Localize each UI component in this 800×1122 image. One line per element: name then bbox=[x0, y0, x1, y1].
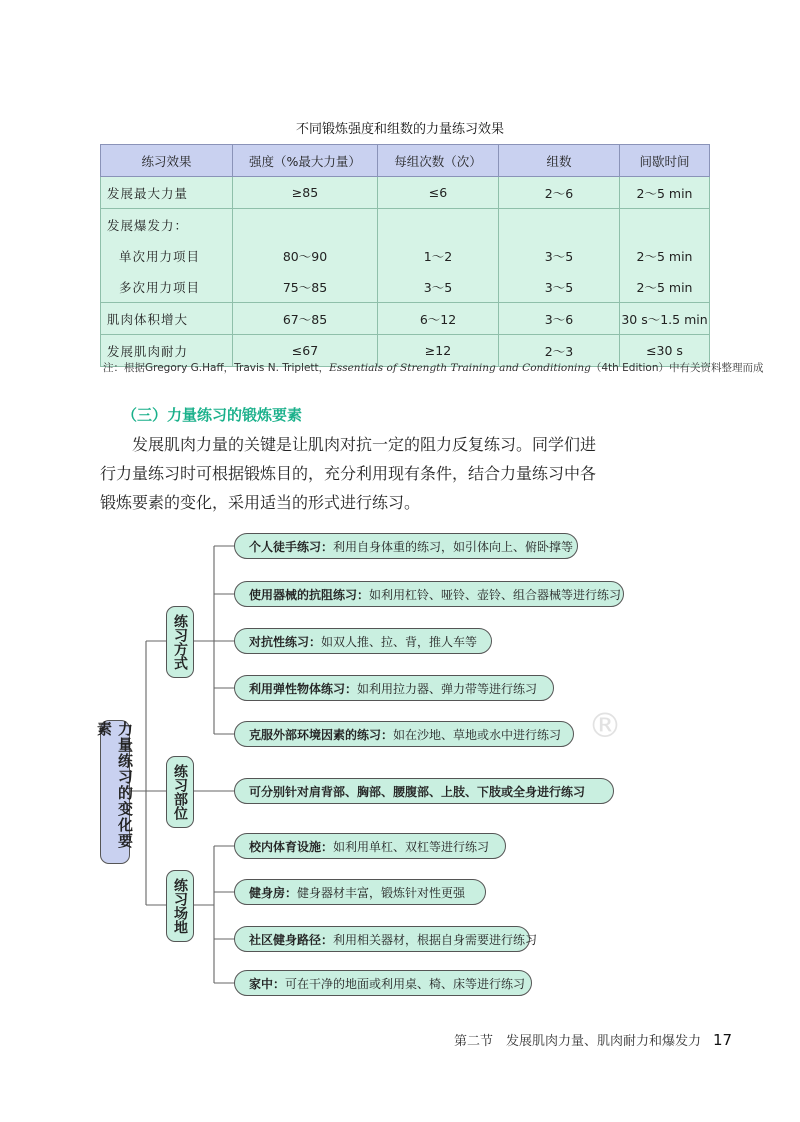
cell-intensity: ≤67 bbox=[233, 335, 378, 367]
table-title: 不同锻炼强度和组数的力量练习效果 bbox=[295, 122, 504, 137]
cell-reps: 6～12 bbox=[378, 303, 499, 335]
header-cell: 组数 bbox=[499, 145, 620, 177]
cell-reps: ≥12 bbox=[378, 335, 499, 367]
method-item: 克服外部环境因素的练习：如在沙地、草地或水中进行练习 bbox=[234, 721, 574, 747]
cell-reps: ≤6 bbox=[378, 177, 499, 209]
cell-effect: 发展肌肉耐力 bbox=[101, 335, 233, 367]
header-cell: 练习效果 bbox=[101, 145, 233, 177]
cell-sets: 2～3 bbox=[499, 335, 620, 367]
header-cell: 每组次数（次） bbox=[378, 145, 499, 177]
cell-intensity: 80～90 bbox=[233, 240, 378, 271]
method-item: 个人徒手练习：利用自身体重的练习，如引体向上、俯卧撑等 bbox=[234, 533, 578, 559]
category-method: 练习方式 bbox=[166, 606, 194, 678]
method-item: 对抗性练习：如双人推、拉、背，推人车等 bbox=[234, 628, 492, 654]
venue-item: 校内体育设施：如利用单杠、双杠等进行练习 bbox=[234, 833, 506, 859]
note-prefix: 注：根据Gregory G.Haff，Travis N. Triplett， bbox=[103, 362, 330, 374]
cell-rest: 2～5 min bbox=[620, 177, 710, 209]
cell-reps: 1～2 bbox=[378, 240, 499, 271]
registered-watermark: ® bbox=[588, 706, 622, 746]
category-body-part: 练习部位 bbox=[166, 756, 194, 828]
cell-effect: 肌肉体积增大 bbox=[101, 303, 233, 335]
paragraph-text: 发展肌肉力量的关键是让肌肉对抗一定的阻力反复练习。同学们进行力量练习时可根据锻炼目的，充分利用现有条件，结合力量练习中各锻炼要素的变化，采用适当的形式进行练习。 bbox=[100, 435, 597, 512]
venue-item: 社区健身路径：利用相关器材，根据自身需要进行练习 bbox=[234, 926, 530, 952]
note-suffix: 中有关资料整理而成 bbox=[668, 362, 764, 374]
venue-item: 家中：可在干净的地面或利用桌、椅、床等进行练习 bbox=[234, 970, 532, 996]
header-cell: 间歇时间 bbox=[620, 145, 710, 177]
cell-effect: 单次用力项目 bbox=[101, 240, 233, 271]
cell-sets: 2～6 bbox=[499, 177, 620, 209]
cell-rest: 2～5 min bbox=[620, 271, 710, 303]
cell-rest: ≤30 s bbox=[620, 335, 710, 367]
cell-rest: 2～5 min bbox=[620, 240, 710, 271]
cell-effect: 发展最大力量 bbox=[101, 177, 233, 209]
cell-reps: 3～5 bbox=[378, 271, 499, 303]
venue-item: 健身房：健身器材丰富，锻炼针对性更强 bbox=[234, 879, 486, 905]
method-item: 使用器械的抗阻练习：如利用杠铃、哑铃、壶铃、组合器械等进行练习 bbox=[234, 581, 624, 607]
category-venue: 练习场地 bbox=[166, 870, 194, 942]
page-number: 17 bbox=[713, 1031, 733, 1049]
cell-intensity: 75～85 bbox=[233, 271, 378, 303]
method-item: 利用弹性物体练习：如利用拉力器、弹力带等进行练习 bbox=[234, 675, 554, 701]
section-title: （三）力量练习的锻炼要素 bbox=[122, 406, 303, 424]
cell-intensity: ≥85 bbox=[233, 177, 378, 209]
cell-sets: 3～5 bbox=[499, 240, 620, 271]
cell-sets: 3～5 bbox=[499, 271, 620, 303]
cell-effect: 发展爆发力： bbox=[101, 209, 233, 241]
header-cell: 强度（%最大力量） bbox=[233, 145, 378, 177]
cell-sets: 3～6 bbox=[499, 303, 620, 335]
page-footer bbox=[454, 1030, 732, 1049]
cell-effect: 多次用力项目 bbox=[101, 271, 233, 303]
body-part-item: 可分别针对肩背部、胸部、腰腹部、上肢、下肢或全身进行练习 bbox=[234, 778, 614, 804]
note-book-title: Essentials of Strength Training and Conditioning bbox=[329, 362, 591, 374]
note-edition: （4th Edition） bbox=[590, 362, 669, 374]
cell-intensity: 67～85 bbox=[233, 303, 378, 335]
diagram-root: 力量练习的变化要素 bbox=[100, 720, 130, 864]
footer-section: 第二节 发展肌肉力量、肌肉耐力和爆发力 bbox=[454, 1034, 702, 1049]
cell-rest: 30 s～1.5 min bbox=[620, 303, 710, 335]
